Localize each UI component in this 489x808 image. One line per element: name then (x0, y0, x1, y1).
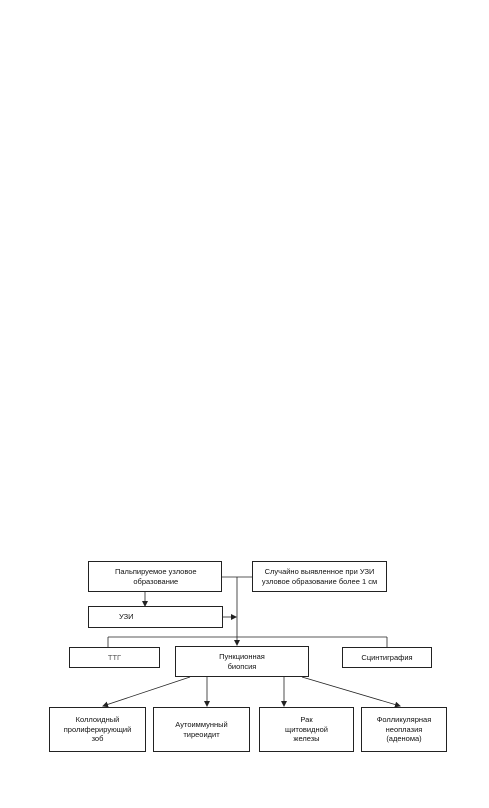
node-palpable-nodule: Пальпируемое узловое образование (88, 561, 222, 592)
node-incidental-ultrasound-finding: Случайно выявленное при УЗИ узловое образование более 1 см (252, 561, 387, 592)
node-follicular-neoplasia: Фолликулярная неоплазия (аденома) (361, 707, 447, 752)
connector-biopsy-to-colloid (103, 677, 190, 706)
node-tsh-test: ТТГ (69, 647, 160, 668)
node-scintigraphy: Сцинтиграфия (342, 647, 432, 668)
node-colloid-goiter: Коллоидный пролиферирующий зоб (49, 707, 146, 752)
node-fine-needle-biopsy: Пункционная биопсия (175, 646, 309, 677)
node-autoimmune-thyroiditis: Аутоиммунный тиреоидит (153, 707, 250, 752)
node-ultrasound: УЗИ (88, 606, 223, 628)
node-thyroid-cancer: Рак щитовидной железы (259, 707, 354, 752)
connector-biopsy-to-follicular (302, 677, 400, 706)
